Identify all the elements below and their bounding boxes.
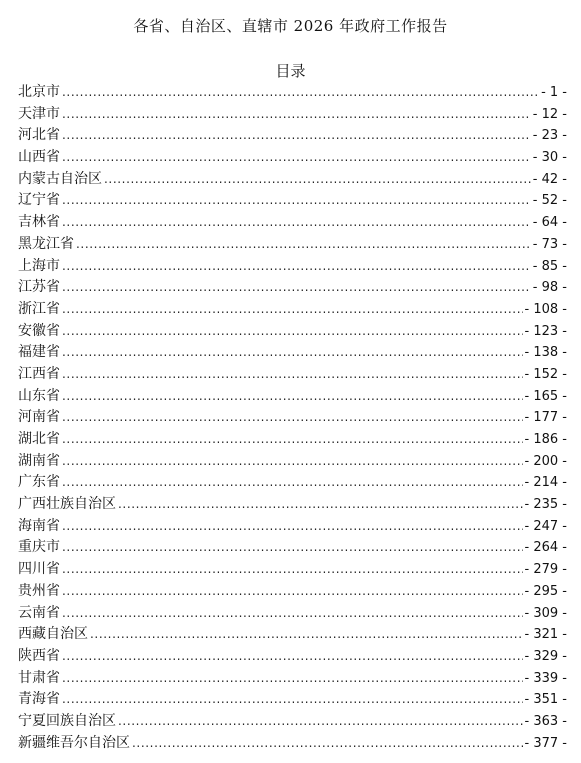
toc-entry-page: - 247 -: [524, 518, 567, 534]
toc-leader-dots: [118, 494, 523, 516]
toc-leader-dots: [62, 299, 523, 321]
toc-entry-name: 新疆维吾尔自治区: [18, 734, 130, 751]
toc-entry-page: - 1 -: [541, 85, 567, 100]
toc-entry-page: - 321 -: [524, 627, 567, 643]
toc-entry-page: - 98 -: [532, 280, 567, 296]
toc-entry[interactable]: [18, 234, 567, 256]
toc-entry-page: - 138 -: [524, 345, 567, 361]
toc-entry-name: 山东省: [18, 387, 60, 404]
toc-leader-dots: [90, 624, 523, 646]
toc-entry-name: 甘肃省: [18, 669, 60, 686]
toc-leader-dots: [62, 212, 531, 234]
toc-entry-name: 江苏省: [18, 279, 60, 296]
toc-entry[interactable]: [18, 429, 567, 451]
toc-entry[interactable]: [18, 646, 567, 668]
toc-entry-name: 青海省: [18, 691, 60, 708]
table-of-contents: [18, 82, 567, 754]
toc-entry[interactable]: [18, 386, 567, 408]
toc-entry-name: 贵州省: [18, 582, 60, 599]
toc-entry-page: - 264 -: [524, 540, 567, 556]
toc-entry-page: - 214 -: [524, 475, 567, 491]
toc-leader-dots: [62, 104, 531, 126]
toc-entry[interactable]: [18, 169, 567, 191]
toc-entry-name: 浙江省: [18, 300, 60, 317]
toc-entry-page: - 295 -: [524, 583, 567, 599]
toc-leader-dots: [62, 125, 531, 147]
toc-entry-name: 吉林省: [18, 214, 60, 231]
toc-entry[interactable]: [18, 537, 567, 559]
toc-leader-dots: [62, 407, 523, 429]
toc-entry-page: - 363 -: [524, 713, 567, 729]
toc-entry[interactable]: [18, 559, 567, 581]
toc-entry-name: 河北省: [18, 127, 60, 144]
toc-leader-dots: [62, 342, 523, 364]
toc-leader-dots: [62, 537, 523, 559]
toc-entry-page: - 177 -: [524, 410, 567, 426]
toc-entry-page: - 309 -: [524, 605, 567, 621]
toc-entry-name: 河南省: [18, 409, 60, 426]
toc-leader-dots: [62, 451, 523, 473]
toc-entry-name: 西藏自治区: [18, 626, 88, 643]
toc-leader-dots: [62, 429, 523, 451]
toc-entry-name: 内蒙古自治区: [18, 170, 102, 187]
toc-entry-page: - 30 -: [532, 150, 567, 166]
toc-entry[interactable]: [18, 147, 567, 169]
toc-leader-dots: [62, 82, 539, 104]
toc-entry-page: - 12 -: [532, 106, 567, 122]
toc-leader-dots: [62, 321, 523, 343]
toc-entry-name: 广东省: [18, 474, 60, 491]
toc-leader-dots: [62, 603, 523, 625]
toc-entry-page: - 152 -: [524, 366, 567, 382]
toc-entry-name: 海南省: [18, 517, 60, 534]
toc-entry-page: - 165 -: [524, 388, 567, 404]
toc-entry[interactable]: [18, 256, 567, 278]
toc-leader-dots: [62, 147, 531, 169]
toc-entry-name: 重庆市: [18, 539, 60, 556]
toc-entry-page: - 186 -: [524, 432, 567, 447]
toc-entry[interactable]: [18, 451, 567, 473]
toc-entry-name: 四川省: [18, 561, 60, 578]
toc-entry[interactable]: [18, 125, 567, 147]
toc-entry[interactable]: [18, 711, 567, 733]
toc-entry-name: 天津市: [18, 105, 60, 122]
toc-entry-page: - 377 -: [524, 735, 567, 751]
toc-entry[interactable]: [18, 321, 567, 343]
toc-leader-dots: [62, 581, 523, 603]
toc-heading: 目录: [275, 62, 306, 80]
toc-leader-dots: [118, 711, 523, 733]
toc-entry[interactable]: [18, 342, 567, 364]
toc-entry-page: - 235 -: [524, 497, 567, 513]
toc-entry[interactable]: [18, 733, 567, 755]
toc-entry[interactable]: [18, 668, 567, 690]
toc-entry-name: 云南省: [18, 604, 60, 621]
toc-leader-dots: [62, 689, 523, 711]
toc-entry-page: - 23 -: [532, 128, 567, 144]
toc-leader-dots: [62, 277, 531, 299]
toc-leader-dots: [62, 646, 523, 668]
toc-entry[interactable]: [18, 364, 567, 386]
toc-entry-page: - 123 -: [524, 323, 567, 339]
toc-entry-name: 广西壮族自治区: [18, 496, 116, 513]
toc-leader-dots: [104, 169, 531, 191]
toc-entry-page: - 351 -: [524, 692, 567, 708]
toc-leader-dots: [76, 234, 531, 256]
toc-leader-dots: [62, 190, 531, 212]
toc-entry-page: - 279 -: [524, 562, 567, 578]
toc-entry[interactable]: [18, 82, 567, 104]
toc-entry-name: 陕西省: [18, 647, 60, 664]
toc-leader-dots: [62, 559, 523, 581]
toc-entry[interactable]: [18, 277, 567, 299]
toc-entry-name: 宁夏回族自治区: [18, 712, 116, 729]
document-title: 各省、自治区、直辖市 2026 年政府工作报告: [133, 17, 448, 35]
toc-leader-dots: [62, 668, 523, 690]
toc-entry-page: - 108 -: [524, 301, 567, 317]
toc-entry-page: - 73 -: [532, 236, 567, 252]
toc-entry[interactable]: [18, 516, 567, 538]
toc-leader-dots: [62, 472, 523, 494]
toc-entry[interactable]: [18, 624, 567, 646]
toc-entry[interactable]: [18, 689, 567, 711]
toc-entry-page: - 329 -: [524, 648, 567, 664]
toc-entry-name: 山西省: [18, 149, 60, 166]
toc-leader-dots: [62, 364, 523, 386]
toc-entry-name: 福建省: [18, 344, 60, 361]
toc-entry[interactable]: [18, 299, 567, 321]
toc-entry[interactable]: [18, 581, 567, 603]
toc-entry-page: - 42 -: [532, 171, 567, 187]
toc-entry[interactable]: [18, 494, 567, 516]
toc-entry-name: 江西省: [18, 365, 60, 382]
toc-entry-name: 安徽省: [18, 322, 60, 339]
toc-leader-dots: [62, 516, 523, 538]
toc-leader-dots: [62, 256, 531, 278]
toc-entry-name: 辽宁省: [18, 192, 60, 209]
toc-entry-name: 北京市: [18, 84, 60, 100]
toc-entry[interactable]: [18, 472, 567, 494]
toc-entry[interactable]: [18, 603, 567, 625]
toc-entry[interactable]: [18, 407, 567, 429]
toc-leader-dots: [62, 386, 523, 408]
toc-entry[interactable]: [18, 104, 567, 126]
toc-entry-name: 湖北省: [18, 431, 60, 447]
toc-entry-name: 上海市: [18, 257, 60, 274]
toc-entry-page: - 64 -: [532, 215, 567, 231]
toc-entry-page: - 200 -: [524, 453, 567, 469]
toc-leader-dots: [132, 733, 523, 755]
toc-entry-name: 湖南省: [18, 452, 60, 469]
toc-entry-name: 黑龙江省: [18, 235, 74, 252]
toc-entry[interactable]: [18, 190, 567, 212]
toc-entry-page: - 339 -: [524, 670, 567, 686]
toc-entry-page: - 52 -: [532, 193, 567, 209]
toc-entry-page: - 85 -: [532, 258, 567, 274]
toc-entry[interactable]: [18, 212, 567, 234]
